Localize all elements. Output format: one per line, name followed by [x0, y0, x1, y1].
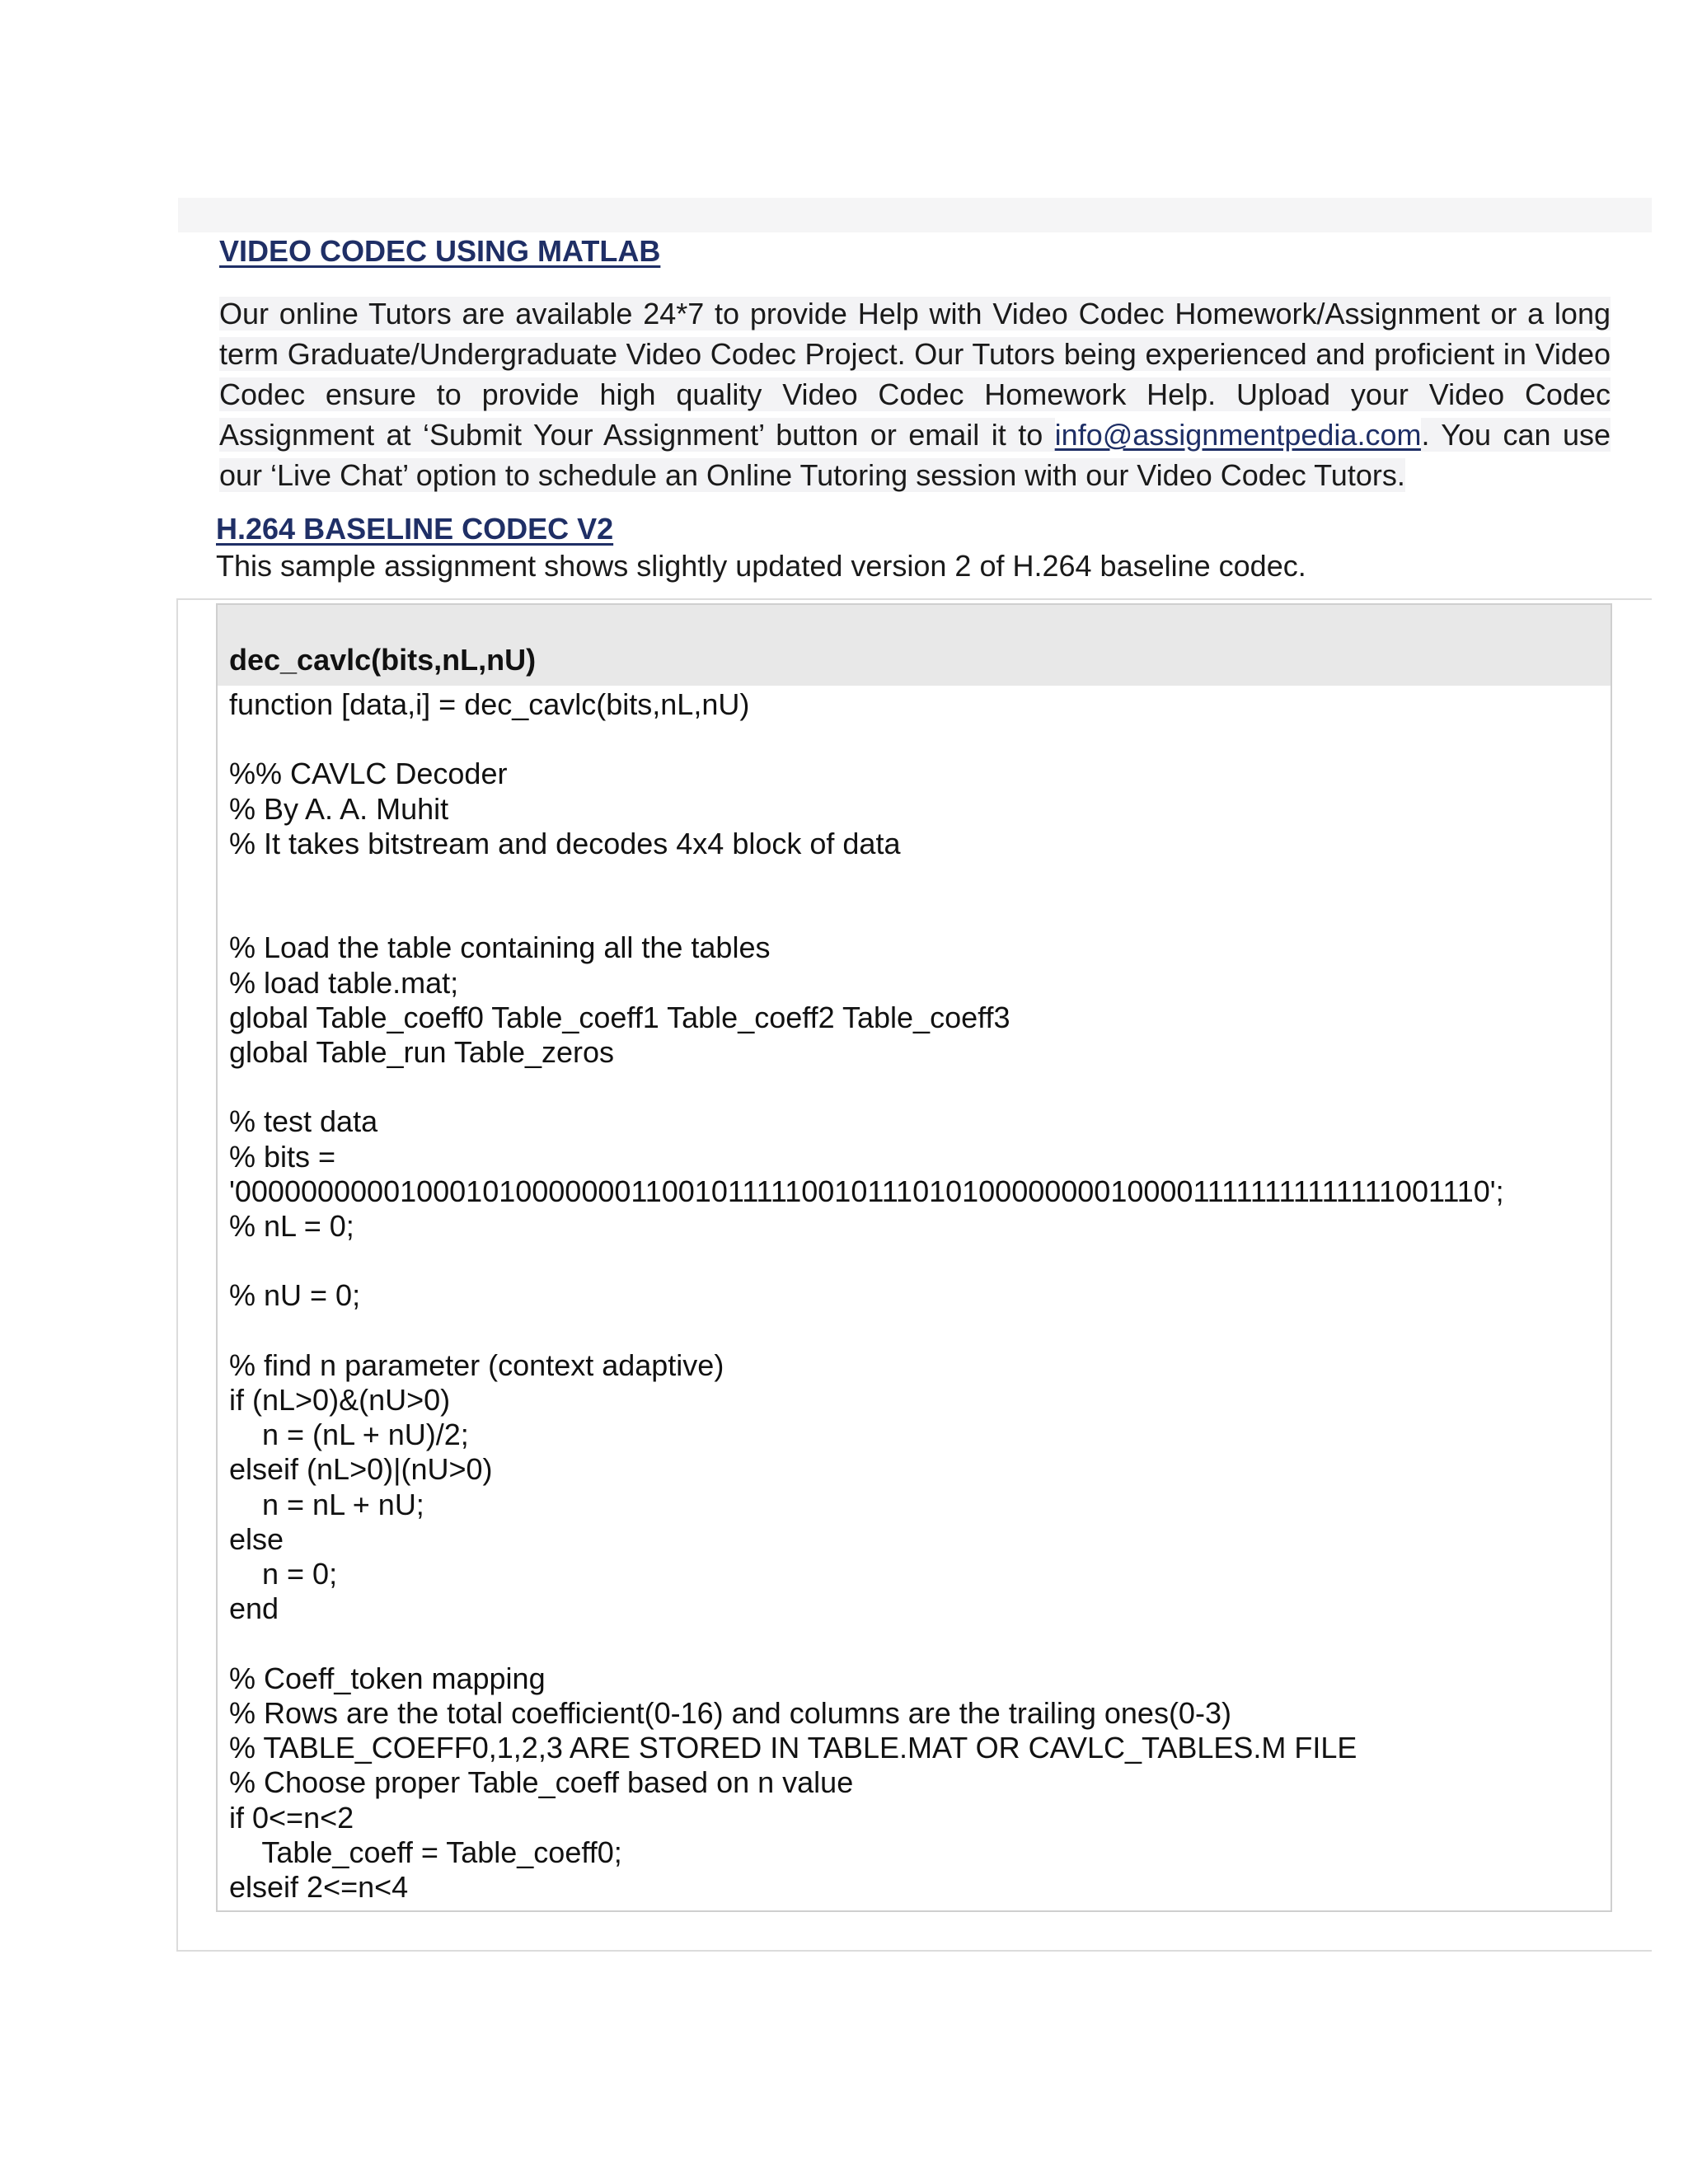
code-text: function [data,i] = dec_cavlc(bits,nL,nU) %% CAVLC Decoder % By A. A. Muhit % It takes bitstream and decodes 4x4 block of data % Load the table containing all the tables % load table.mat; global Table_coeff0 Table_coeff1 Table_coeff2 Table_coeff3 global Table_run Table_zeros % test data % bits = '0000000000100010100000001100101111100101110101000000001000011111111111111001110'; % nL = 0; % nU = 0; % find n parameter (context adaptive) if (nL>0)&(nU>0) n = (nL + nU)/2; elseif (nL>0)|(nU>0) n = nL + nU; else n = 0; end % Coeff_token mapping % Rows are the total coefficient(0-16) and columns are the trailing ones(0-3) % TABLE_COEFF0,1,2,3 ARE STORED IN TABLE.MAT OR CAVLC_TABLES.M FILE % Choose proper Table_coeff based on n value if 0<=n<2 Table_coeff = Table_coeff0; elseif 2<=n<4	[229, 687, 1504, 1904]
header-band	[178, 198, 1652, 232]
email-link[interactable]: info@assignmentpedia.com	[1054, 418, 1422, 452]
section-title: H.264 BASELINE CODEC V2	[216, 512, 614, 546]
intro-text-end: . You can use our ‘Live Chat’ option to schedule an Online Tutoring session with our Video Codec Tutors.	[219, 418, 1611, 492]
section-description: This sample assignment shows slightly updated version 2 of H.264 baseline codec.	[216, 549, 1306, 583]
code-header	[218, 605, 1611, 686]
page-title: VIDEO CODEC USING MATLAB	[219, 234, 661, 268]
code-title: dec_cavlc(bits,nL,nU)	[229, 643, 537, 677]
code-listing	[216, 603, 1612, 1912]
intro-paragraph	[219, 293, 1611, 495]
intro-text: Our online Tutors are available 24*7 to provide Help with Video Codec Homework/Assignment or a long term Graduate/Undergraduate Video Codec Project. Our Tutors being experienced and proficient in Video Codec ensure to provide high quality Video Codec Homework Help. Upload your Video Codec Assignment at ‘Submit Your Assignment’ button or email it to	[219, 297, 1611, 452]
